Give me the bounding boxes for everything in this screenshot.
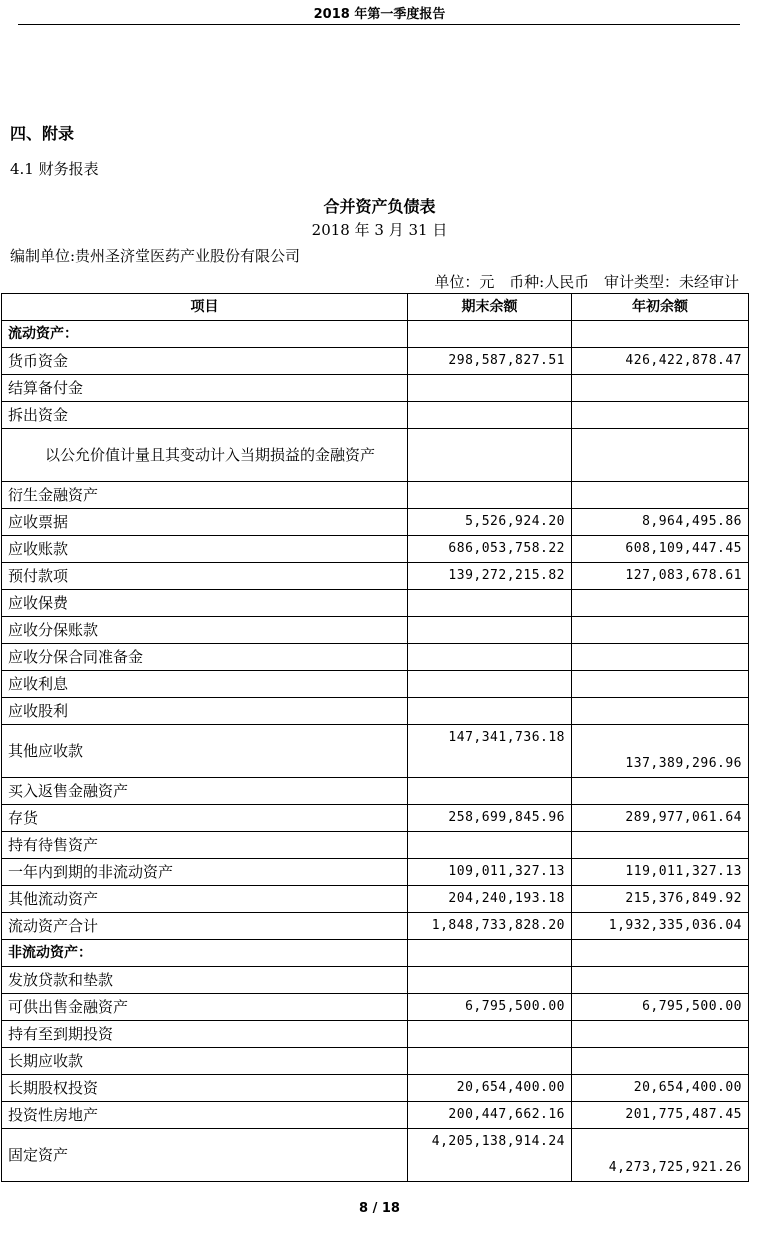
row-end-balance: 1,848,733,828.20 [408, 913, 572, 940]
row-begin-balance [572, 482, 749, 509]
row-end-balance: 5,526,924.20 [408, 509, 572, 536]
table-row [2, 859, 749, 886]
column-header-begin-balance: 年初余额 [572, 294, 749, 321]
header-divider [18, 24, 740, 25]
row-begin-balance: 20,654,400.00 [572, 1075, 749, 1102]
row-end-balance [408, 482, 572, 509]
unit-label: 单位：元 [434, 273, 495, 291]
statement-date: 2018 年 3 月 31 日 [311, 221, 448, 239]
row-begin-balance [572, 671, 749, 698]
row-begin-balance: 137,389,296.96 [572, 725, 749, 778]
row-end-balance [408, 402, 572, 429]
row-item: 流动资产合计 [2, 913, 408, 940]
row-item: 其他流动资产 [2, 886, 408, 913]
table-row [2, 402, 749, 429]
row-item: 固定资产 [2, 1129, 408, 1182]
row-item: 发放贷款和垫款 [2, 967, 408, 994]
row-item: 应收利息 [2, 671, 408, 698]
statement-title: 合并资产负债表 [323, 197, 436, 216]
table-row [2, 429, 749, 482]
row-item: 预付款项 [2, 563, 408, 590]
table-row [2, 967, 749, 994]
row-item-text: 以公允价值计量且其变动计入当期损益的金融资产 [45, 446, 376, 464]
currency-label: 币种:人民币 [509, 273, 590, 291]
table-row-subtotal [2, 913, 749, 940]
row-begin-balance: 1,932,335,036.04 [572, 913, 749, 940]
row-end-balance: 139,272,215.82 [408, 563, 572, 590]
table-row [2, 1021, 749, 1048]
table-row [2, 509, 749, 536]
row-begin-balance [572, 402, 749, 429]
row-item: 存货 [2, 805, 408, 832]
row-end-balance [408, 644, 572, 671]
row-item: 其他应收款 [2, 725, 408, 778]
row-end-balance: 147,341,736.18 [408, 725, 572, 778]
row-end-balance [408, 321, 572, 348]
row-end-balance: 298,587,827.51 [408, 348, 572, 375]
table-row [2, 482, 749, 509]
row-end-balance: 258,699,845.96 [408, 805, 572, 832]
page-header-title: 2018 年第一季度报告 [313, 7, 446, 22]
audit-type-label: 审计类型：未经审计 [603, 273, 739, 291]
section-heading: 四、附录 [10, 124, 75, 143]
row-end-balance: 6,795,500.00 [408, 994, 572, 1021]
compiling-entity: 编制单位:贵州圣济堂医药产业股份有限公司 [10, 247, 301, 265]
table-row [2, 644, 749, 671]
row-end-balance [408, 967, 572, 994]
table-row [2, 617, 749, 644]
table-row [2, 321, 749, 348]
column-header-end-balance: 期末余额 [408, 294, 572, 321]
table-row [2, 1075, 749, 1102]
row-item: 非流动资产： [2, 940, 408, 967]
row-end-balance [408, 590, 572, 617]
row-end-balance [408, 832, 572, 859]
row-begin-balance: 6,795,500.00 [572, 994, 749, 1021]
row-item: 应收账款 [2, 536, 408, 563]
row-begin-balance [572, 375, 749, 402]
row-begin-balance [572, 590, 749, 617]
column-header-item: 项目 [2, 294, 408, 321]
page-number: 8 / 18 [359, 1201, 400, 1216]
row-item: 衍生金融资产 [2, 482, 408, 509]
row-end-balance [408, 940, 572, 967]
row-begin-balance [572, 967, 749, 994]
row-begin-balance [572, 617, 749, 644]
row-item: 应收股利 [2, 698, 408, 725]
row-begin-balance: 426,422,878.47 [572, 348, 749, 375]
row-end-balance [408, 671, 572, 698]
row-begin-balance: 8,964,495.86 [572, 509, 749, 536]
table-row [2, 671, 749, 698]
subsection-heading: 4.1 财务报表 [10, 160, 99, 178]
row-end-balance: 204,240,193.18 [408, 886, 572, 913]
row-end-balance [408, 617, 572, 644]
row-item: 货币资金 [2, 348, 408, 375]
row-begin-balance: 608,109,447.45 [572, 536, 749, 563]
row-item: 结算备付金 [2, 375, 408, 402]
row-begin-balance: 4,273,725,921.26 [572, 1129, 749, 1182]
row-end-balance [408, 778, 572, 805]
table-row [2, 832, 749, 859]
table-row [2, 940, 749, 967]
row-end-balance [408, 375, 572, 402]
table-row [2, 348, 749, 375]
row-begin-balance [572, 321, 749, 348]
table-row [2, 1048, 749, 1075]
row-item: 持有至到期投资 [2, 1021, 408, 1048]
table-row [2, 698, 749, 725]
row-end-balance [408, 1021, 572, 1048]
row-item: 长期应收款 [2, 1048, 408, 1075]
table-header-row [2, 294, 749, 321]
row-item: 应收保费 [2, 590, 408, 617]
row-item: 一年内到期的非流动资产 [2, 859, 408, 886]
table-row [2, 994, 749, 1021]
table-row [2, 590, 749, 617]
row-item: 长期股权投资 [2, 1075, 408, 1102]
row-begin-balance [572, 1021, 749, 1048]
table-row [2, 725, 749, 778]
row-end-balance: 4,205,138,914.24 [408, 1129, 572, 1182]
table-row [2, 1129, 749, 1182]
row-begin-balance: 289,977,061.64 [572, 805, 749, 832]
row-begin-balance: 127,083,678.61 [572, 563, 749, 590]
row-begin-balance [572, 429, 749, 482]
row-item: 应收票据 [2, 509, 408, 536]
row-begin-balance [572, 832, 749, 859]
table-row [2, 805, 749, 832]
row-end-balance: 200,447,662.16 [408, 1102, 572, 1129]
table-row [2, 1102, 749, 1129]
table-row [2, 563, 749, 590]
row-item: 持有待售资产 [2, 832, 408, 859]
row-item: 投资性房地产 [2, 1102, 408, 1129]
table-row [2, 886, 749, 913]
row-item: 应收分保合同准备金 [2, 644, 408, 671]
row-begin-balance: 215,376,849.92 [572, 886, 749, 913]
row-item: 可供出售金融资产 [2, 994, 408, 1021]
row-end-balance [408, 429, 572, 482]
table-row [2, 375, 749, 402]
row-begin-balance [572, 940, 749, 967]
row-item: 拆出资金 [2, 402, 408, 429]
row-item: 流动资产： [2, 321, 408, 348]
row-item: 应收分保账款 [2, 617, 408, 644]
row-begin-balance [572, 698, 749, 725]
row-end-balance [408, 698, 572, 725]
row-begin-balance [572, 778, 749, 805]
row-begin-balance [572, 644, 749, 671]
row-end-balance: 109,011,327.13 [408, 859, 572, 886]
row-begin-balance [572, 1048, 749, 1075]
row-end-balance: 20,654,400.00 [408, 1075, 572, 1102]
row-item [2, 429, 408, 482]
row-end-balance [408, 1048, 572, 1075]
row-item: 买入返售金融资产 [2, 778, 408, 805]
table-row [2, 536, 749, 563]
balance-sheet-table [1, 293, 749, 1182]
unit-line [424, 271, 739, 292]
table-row [2, 778, 749, 805]
row-end-balance: 686,053,758.22 [408, 536, 572, 563]
row-begin-balance: 119,011,327.13 [572, 859, 749, 886]
row-begin-balance: 201,775,487.45 [572, 1102, 749, 1129]
